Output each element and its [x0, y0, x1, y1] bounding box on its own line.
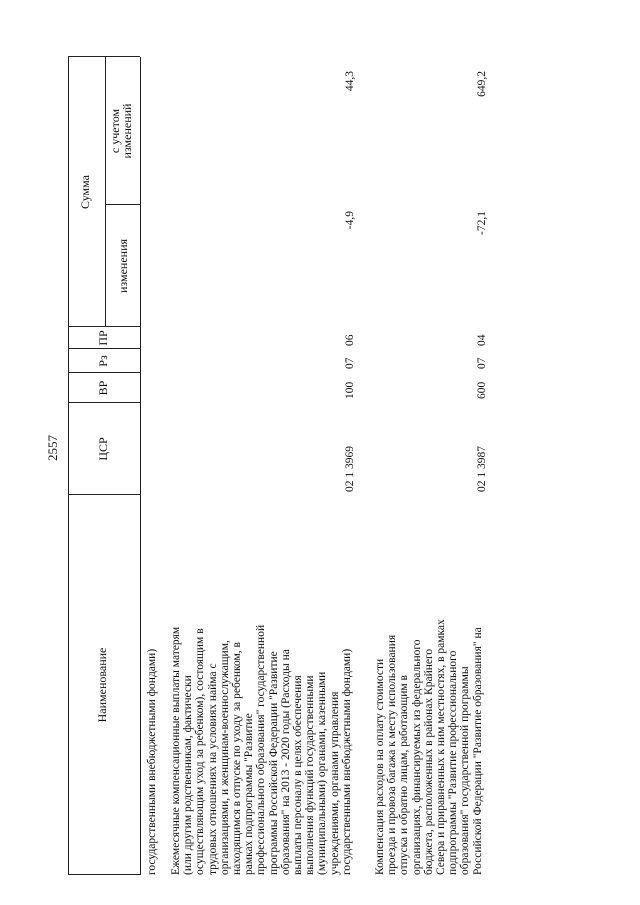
row-1-change: -4,9: [344, 211, 356, 230]
row-1-line: государственными внебюджетными фондами): [340, 648, 353, 875]
row-1-line: выполнения функций государственными: [304, 675, 317, 875]
row-1-line: образования" на 2013 - 2020 годы (Расходы на: [279, 649, 292, 875]
header-pr: ПР: [96, 330, 110, 346]
sum-subheader-border: [105, 57, 106, 327]
header-name: Наименование: [95, 647, 109, 723]
row-1-pr: 06: [344, 334, 356, 346]
table-top-border: [68, 57, 69, 875]
row-2-rz: 07: [476, 357, 488, 369]
header-with-changes-line1: с учетом: [108, 108, 122, 154]
row-1-line: (муниципальными) органами, казенными: [316, 671, 329, 875]
row-1-line: Ежемесячные компенсационные выплаты матерям: [170, 626, 182, 875]
row-2-csr: 02 1 3987: [476, 446, 488, 492]
row-1-line: находящимся в отпуске по уходу за ребенком, в: [231, 642, 244, 875]
row-2-line: подпрограммы "Развитие профессионального: [447, 650, 460, 875]
header-vr: ВР: [96, 380, 110, 396]
header-with-changes-line2: изменений: [120, 103, 134, 159]
header-change: изменения: [116, 238, 130, 294]
row-2-line: бюджета, расположенных в районах Крайнего: [422, 648, 435, 875]
row-1-line: программы Российской Федерации "Развитие: [267, 651, 280, 875]
row-1-name: [170, 497, 353, 875]
row-1-line: учреждениями, органами управления: [328, 691, 341, 875]
row-2-change: -72,1: [476, 211, 488, 235]
header-bottom-border: [140, 57, 141, 875]
row-1-line: профессионального образования" государственной: [255, 624, 268, 875]
row-2-total: 649,2: [476, 71, 488, 97]
header-rz: Рз: [96, 355, 110, 367]
row-1-total: 44,3: [344, 71, 356, 92]
row-2-vr: 600: [476, 381, 488, 399]
row-2-line: проезда и провоза багажа к месту использования: [386, 634, 399, 875]
page-number: 2557: [45, 435, 60, 461]
row-1-line: трудовых отношениях на условиях найма с: [206, 663, 219, 875]
row-1-line: рамках подпрограммы "Развитие: [243, 713, 256, 875]
header-sum: Сумма: [78, 175, 92, 209]
row-2-line: организациях, финансируемых из федерального: [410, 639, 423, 875]
row-1-line: выплаты персоналу в целях обеспечения: [292, 675, 305, 875]
row-2-line: Севера и приравненных к ним местностях, в рамках: [435, 619, 448, 875]
row-1-line: организациями, и женщинам-военнослужащим,: [218, 640, 231, 875]
row-2-line: отпуска и обратно лицам, работающим в: [398, 675, 411, 875]
row-2-line: Компенсация расходов на оплату стоимости: [374, 658, 386, 875]
row-1-line: осуществляющим уход за ребенком), состоящим в: [194, 628, 207, 875]
row-2-name: [374, 497, 484, 875]
row-1-csr: 02 1 3969: [344, 446, 356, 492]
header-csr: ЦСР: [96, 437, 110, 461]
row-1-line: (или другим родственникам, фактически: [182, 675, 195, 875]
continuation-text: государственными внебюджетными фондами): [146, 648, 158, 875]
row-2-line: Российской Федерации "Развитие образования" на: [471, 627, 484, 875]
row-1-vr: 100: [344, 381, 356, 399]
row-1-rz: 07: [344, 357, 356, 369]
row-2-pr: 04: [476, 334, 488, 346]
row-2-line: образования" государственной программы: [459, 666, 472, 875]
